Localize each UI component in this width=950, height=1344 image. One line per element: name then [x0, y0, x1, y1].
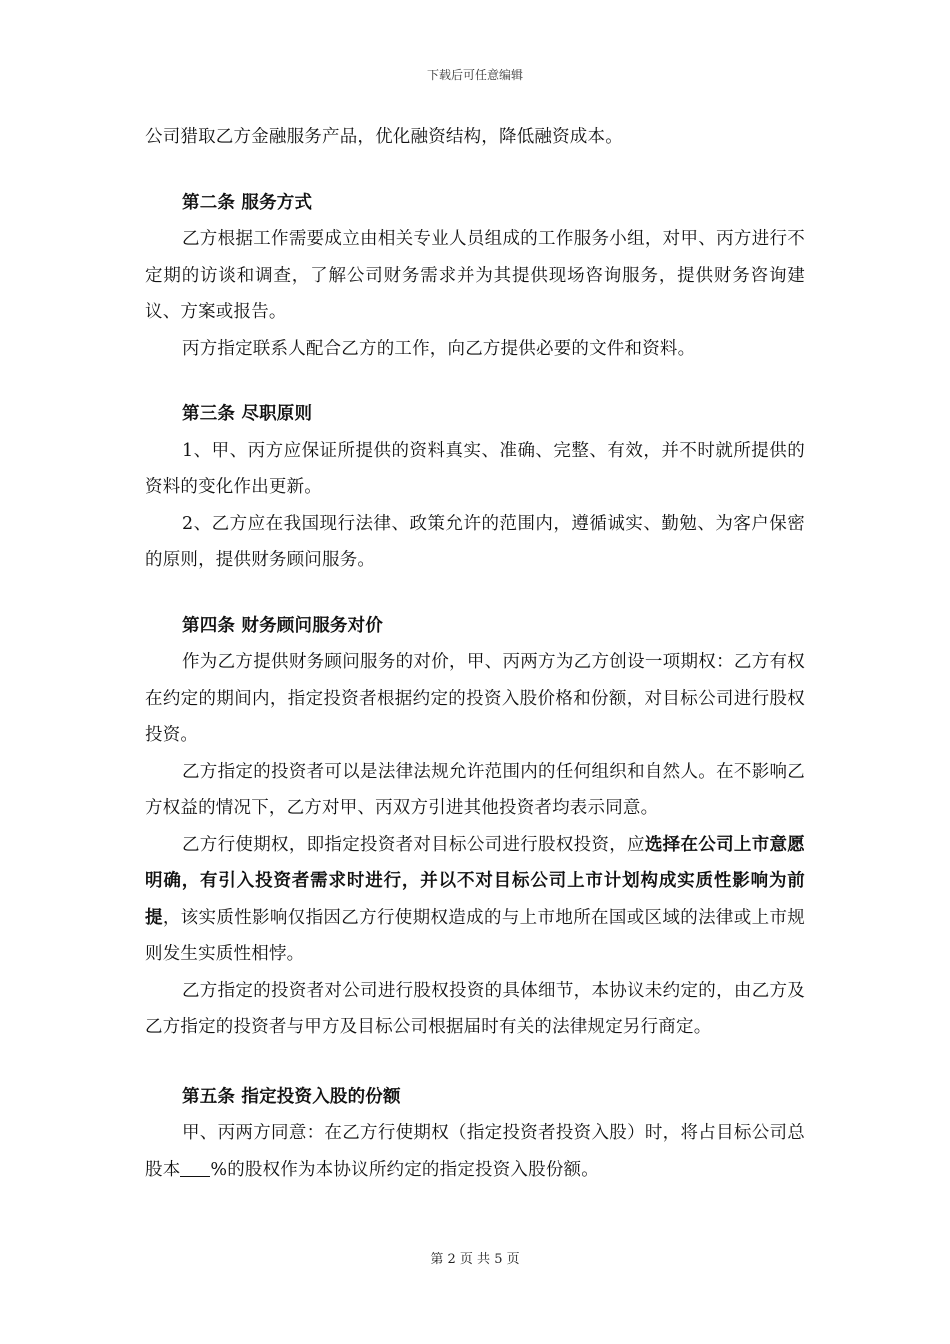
article-5-p1-tail: %的股权作为本协议所约定的指定投资入股份额。	[210, 1159, 599, 1180]
article-4-p3-lead: 乙方行使期权，即指定投资者对目标公司进行股权投资，应	[182, 834, 645, 855]
article-3-paragraph-2: 2、乙方应在我国现行法律、政策允许的范围内，遵循诚实、勤勉、为客户保密的原则，提供财务顾问服务。	[145, 513, 805, 570]
article-3-paragraph-1: 1、甲、丙方应保证所提供的资料真实、准确、完整、有效，并不时就所提供的资料的变化作出更新。	[145, 440, 805, 497]
article-2-paragraph-1: 乙方根据工作需要成立由相关专业人员组成的工作服务小组，对甲、丙方进行不定期的访谈和调查，了解公司财务需求并为其提供现场咨询服务，提供财务咨询建议、方案或报告。	[145, 229, 805, 322]
article-5-heading: 第五条 指定投资入股的份额	[182, 1086, 401, 1107]
page-header-note: 下载后可任意编辑	[426, 68, 523, 82]
article-2-heading: 第二条 服务方式	[182, 192, 313, 213]
page-number-footer: 第 2 页 共 5 页	[430, 1252, 520, 1267]
article-4-heading: 第四条 财务顾问服务对价	[182, 615, 383, 636]
article-4-p3-bold-condition: 选择在公司上市意愿明确，有引入投资者需求时进行，并以不对目标公司上市计划构成实质性影响为前提	[145, 834, 805, 928]
article-5-p1-lead: 甲、丙两方同意：在乙方行使期权（指定投资者投资入股）时，将占目标公司总股本	[145, 1123, 805, 1180]
document-body	[145, 119, 805, 1188]
article-4-paragraph-2: 乙方指定的投资者可以是法律法规允许范围内的任何组织和自然人。在不影响乙方权益的情况下，乙方对甲、丙双方引进其他投资者均表示同意。	[145, 761, 805, 818]
article-5-paragraph-1	[145, 1115, 805, 1188]
fill-in-blank[interactable]	[180, 1162, 210, 1177]
article-2-paragraph-2: 丙方指定联系人配合乙方的工作，向乙方提供必要的文件和资料。	[182, 338, 696, 359]
article-4-paragraph-4: 乙方指定的投资者对公司进行股权投资的具体细节，本协议未约定的，由乙方及乙方指定的投资者与甲方及目标公司根据届时有关的法律规定另行商定。	[145, 980, 805, 1037]
article-4-paragraph-1: 作为乙方提供财务顾问服务的对价，甲、丙两方为乙方创设一项期权：乙方有权在约定的期间内，指定投资者根据约定的投资入股价格和份额，对目标公司进行股权投资。	[145, 652, 805, 745]
intro-paragraph-tail: 公司猎取乙方金融服务产品，优化融资结构，降低融资成本。	[145, 127, 623, 147]
article-4-p3-tail: ，该实质性影响仅指因乙方行使期权造成的与上市地所在国或区域的法律或上市规则发生实质性相悖。	[145, 907, 805, 964]
article-3-heading: 第三条 尽职原则	[182, 404, 313, 424]
article-4-paragraph-3	[145, 827, 805, 973]
